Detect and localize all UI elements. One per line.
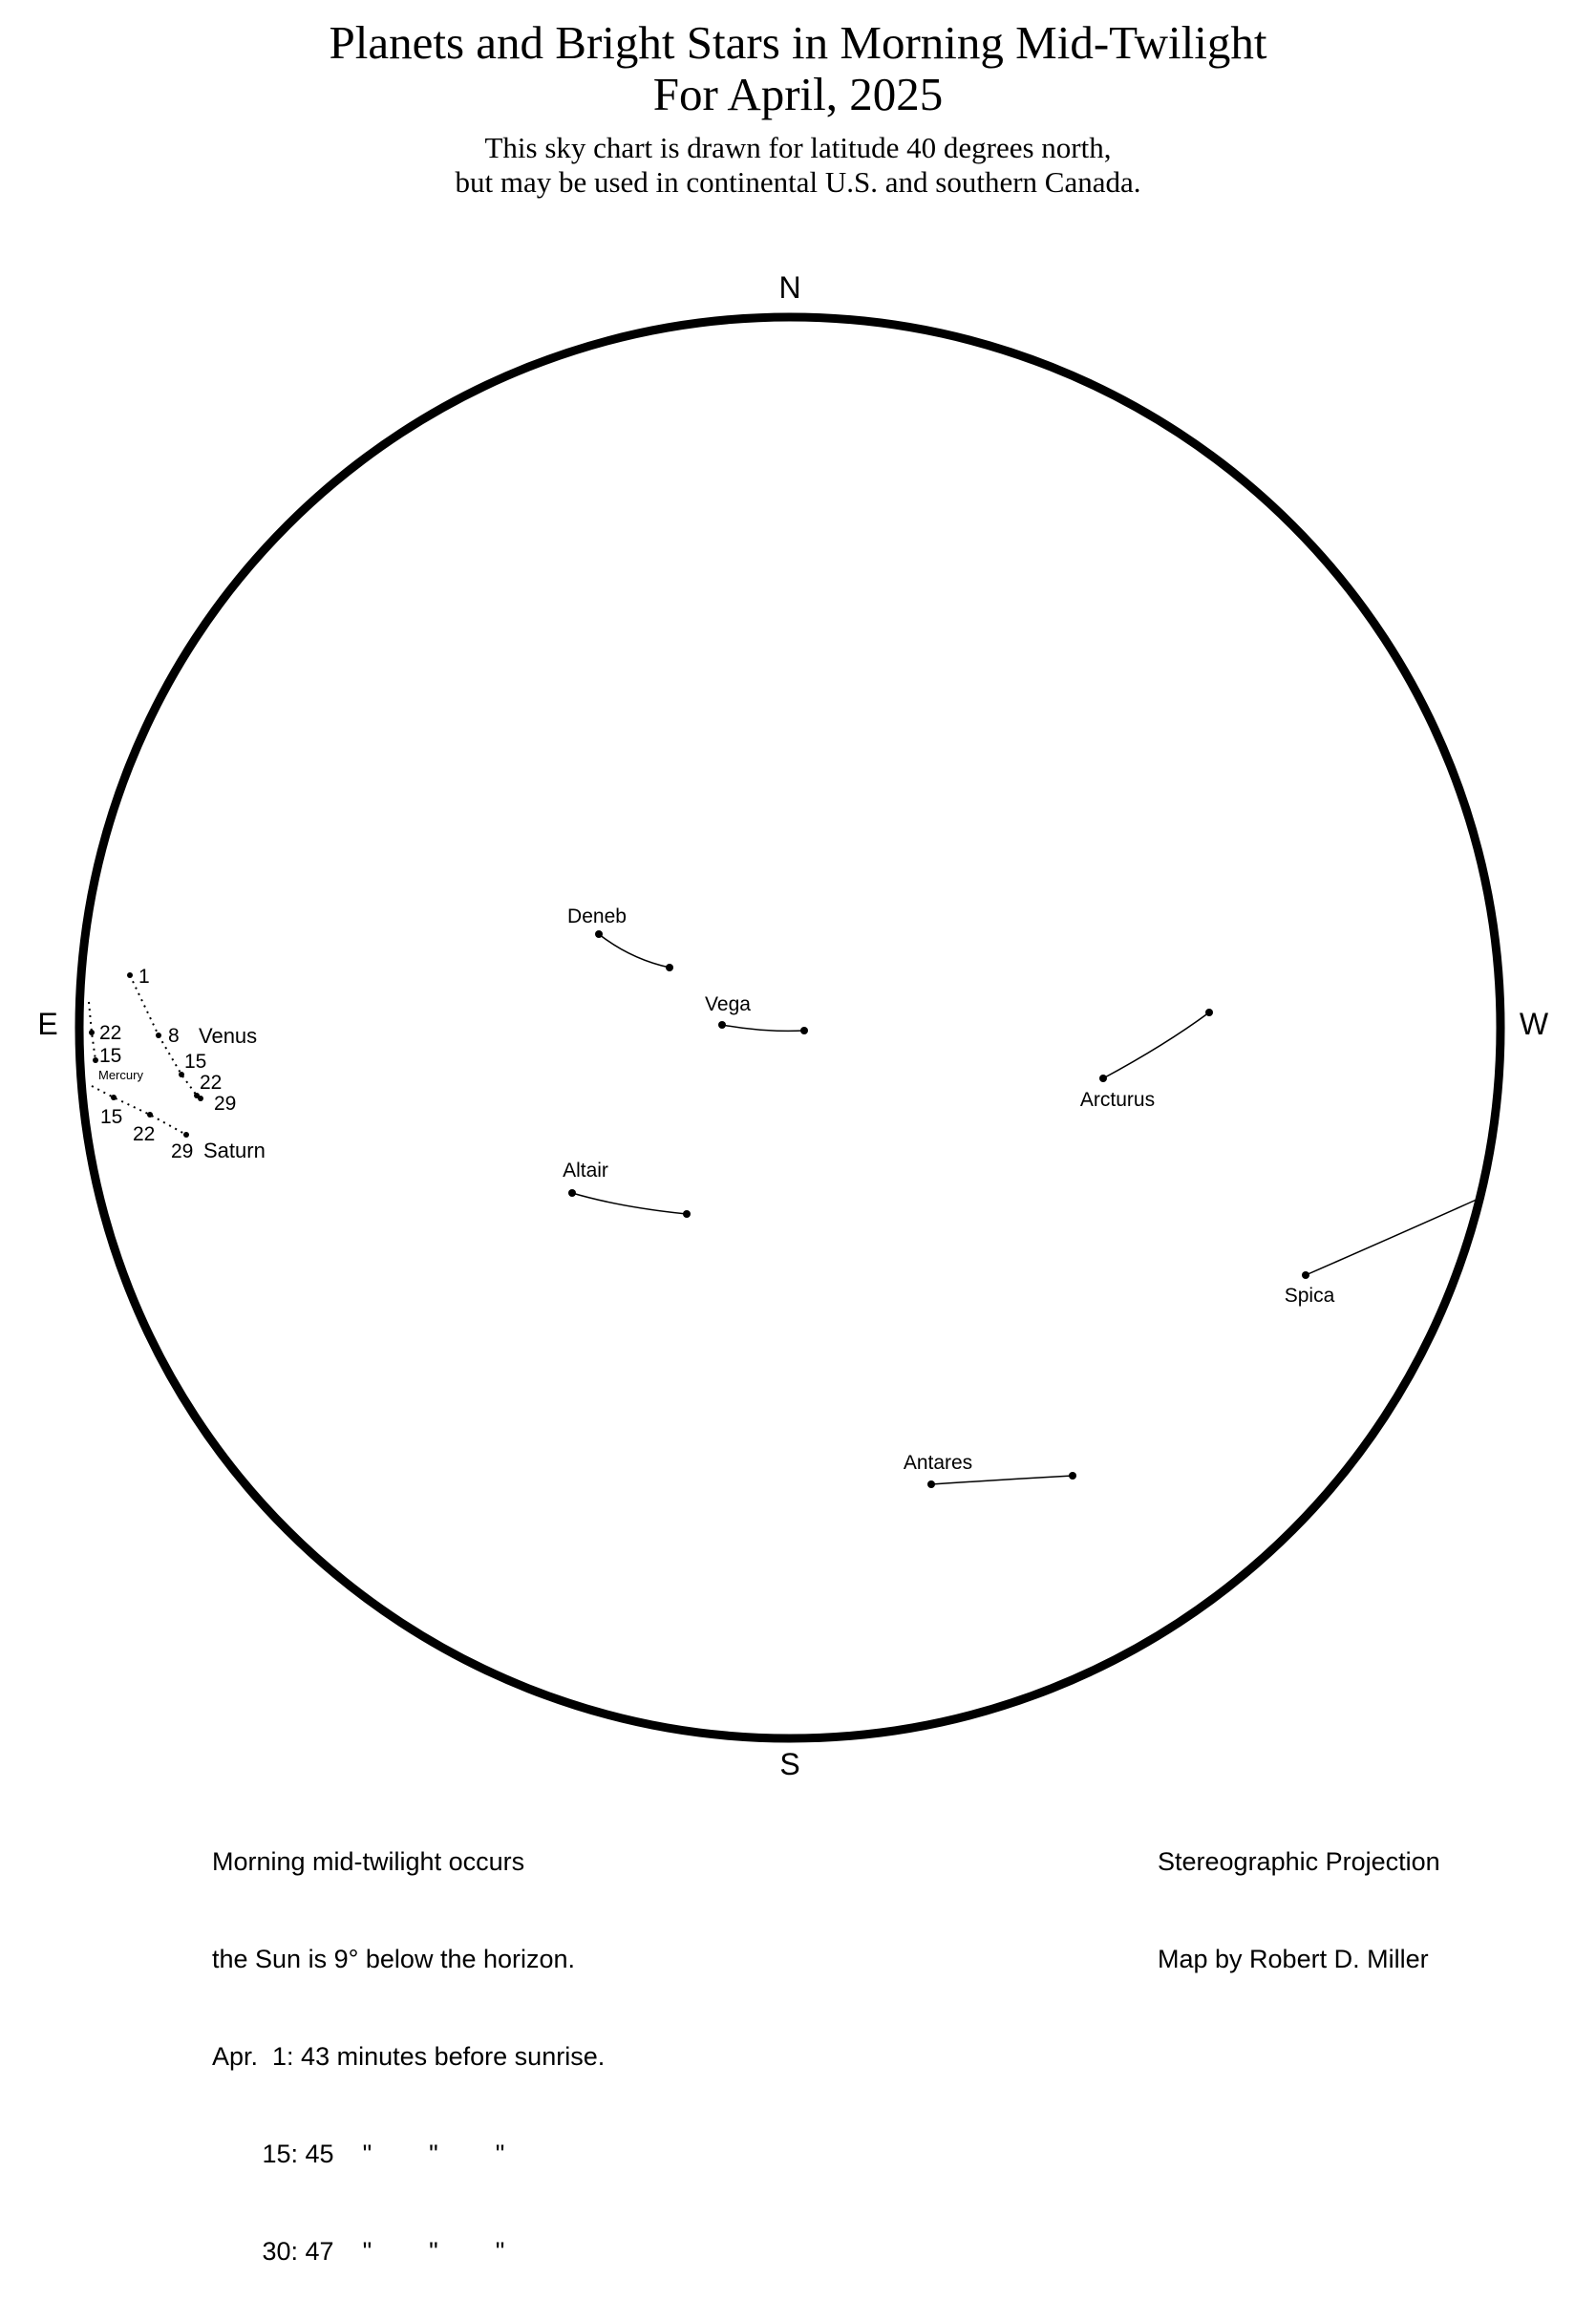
spica-dot (1302, 1271, 1309, 1279)
venus-date-8: 8 (168, 1025, 180, 1047)
spica-track (1306, 1199, 1479, 1275)
saturn-dot-15 (111, 1095, 117, 1100)
notes-line: 30: 47 " " " (212, 2237, 505, 2266)
deneb-dot-end (666, 964, 673, 971)
horizon-circle (79, 317, 1500, 1738)
compass-south: S (779, 1747, 800, 1781)
arcturus-label: Arcturus (1079, 1089, 1156, 1111)
twilight-notes (212, 1780, 605, 2300)
spica-label: Spica (1284, 1285, 1335, 1307)
saturn-dot-29 (183, 1132, 189, 1138)
mercury-date-15: 15 (99, 1045, 122, 1067)
arcturus-dot-end (1205, 1009, 1213, 1016)
saturn-date-15: 15 (100, 1106, 123, 1128)
chart-title-line2: For April, 2025 (652, 68, 944, 120)
compass-north: N (778, 270, 801, 305)
antares-dot-start (927, 1480, 935, 1488)
deneb-label: Deneb (567, 905, 627, 927)
saturn-dot-22 (147, 1112, 153, 1118)
vega-dot-start (718, 1021, 726, 1029)
arcturus-dot-start (1099, 1075, 1107, 1082)
venus-dot-8 (156, 1033, 161, 1038)
venus-date-22: 22 (200, 1072, 223, 1094)
venus-date-15: 15 (184, 1051, 207, 1073)
compass-east: E (37, 1007, 58, 1041)
deneb-dot-start (595, 930, 603, 938)
altair-track (572, 1193, 687, 1214)
vega-dot-end (800, 1027, 808, 1034)
credit-line: Stereographic Projection (1158, 1847, 1440, 1876)
venus-date-29: 29 (214, 1093, 237, 1115)
vega-label: Vega (705, 993, 751, 1015)
saturn-date-29: 29 (171, 1140, 194, 1162)
chart-subtitle-line2: but may be used in continental U.S. and southern Canada. (455, 165, 1141, 199)
antares-track (931, 1476, 1073, 1484)
mercury-dot-22 (89, 1030, 95, 1035)
notes-line: Apr. 1: 43 minutes before sunrise. (212, 2042, 606, 2071)
chart-title-line1: Planets and Bright Stars in Morning Mid-Twilight (329, 16, 1267, 69)
notes-line: 15: 45 " " " (212, 2140, 505, 2168)
mercury-label: Mercury (98, 1068, 143, 1082)
arcturus-track (1103, 1012, 1209, 1078)
venus-label: Venus (199, 1024, 258, 1048)
venus-dot-1 (127, 972, 133, 978)
vega-track (722, 1025, 804, 1031)
credit-line: Map by Robert D. Miller (1158, 1945, 1429, 1973)
venus-dot-29 (198, 1096, 203, 1101)
notes-line: the Sun is 9° below the horizon. (212, 1945, 576, 1973)
chart-subtitle-line1: This sky chart is drawn for latitude 40 degrees north, (484, 131, 1112, 164)
venus-date-1: 1 (138, 966, 150, 988)
deneb-track (599, 934, 670, 968)
altair-dot-start (568, 1189, 576, 1197)
notes-line: Morning mid-twilight occurs (212, 1847, 525, 1876)
altair-dot-end (683, 1210, 691, 1218)
compass-west: W (1519, 1007, 1549, 1041)
saturn-label: Saturn (203, 1139, 266, 1162)
antares-dot-end (1069, 1472, 1076, 1480)
mercury-dot-15 (93, 1057, 98, 1063)
antares-label: Antares (903, 1452, 973, 1474)
saturn-date-22: 22 (133, 1123, 156, 1145)
projection-credit (1158, 1780, 1440, 2008)
altair-label: Altair (563, 1160, 608, 1182)
mercury-date-22: 22 (99, 1022, 122, 1044)
